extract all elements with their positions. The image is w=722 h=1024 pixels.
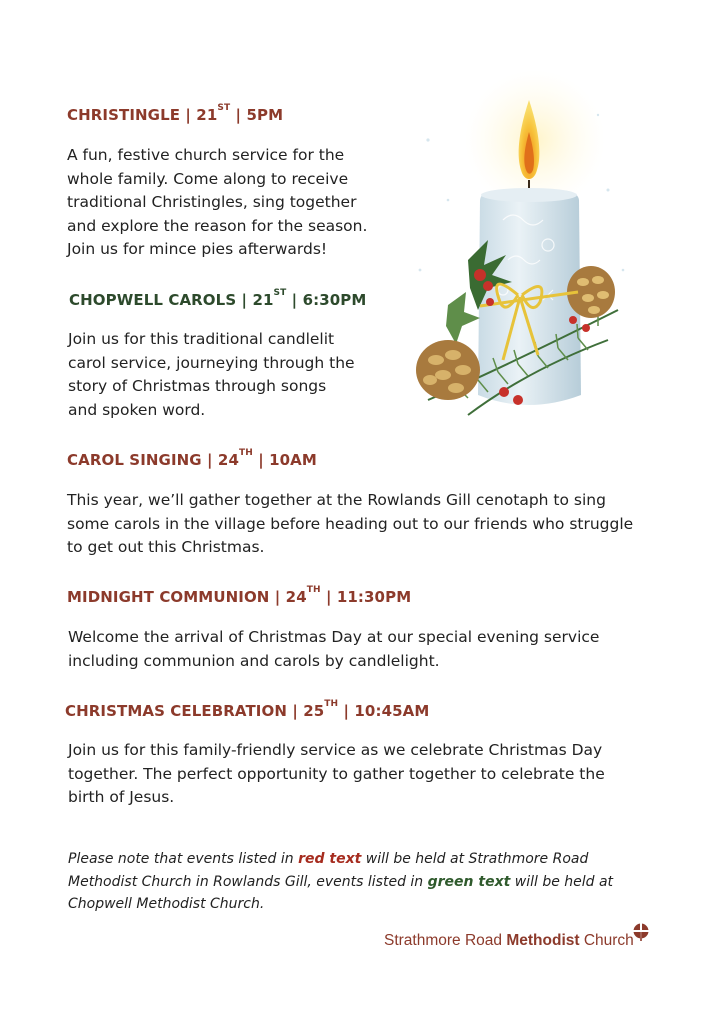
event-heading-carol-singing: CAROL SINGING | 24TH | 10AM <box>67 448 317 469</box>
methodist-cross-icon <box>632 922 650 942</box>
event-heading-chopwell-carols: CHOPWELL CAROLS | 21ST | 6:30PM <box>69 288 367 309</box>
event-heading-christmas-celebration: CHRISTMAS CELEBRATION | 25TH | 10:45AM <box>65 699 430 720</box>
red-text-label: red text <box>298 851 362 867</box>
event-description-christingle: A fun, festive church service for the whole family. Come along to receive traditional Christingles, sing together and explore the reason for the season. Join us for mince pies afterwards! <box>67 146 368 258</box>
event-description-christmas-celebration: Join us for this family-friendly service as we celebrate Christmas Day together. The perfect opportunity to gather together to celebrate the birth of Jesus. <box>68 741 605 806</box>
event-description-chopwell-carols: Join us for this traditional candlelit carol service, journeying through the story of Christmas through songs and spoken word. <box>68 330 355 419</box>
venue-note: Please note that events listed in red text will be held at Strathmore Road Methodist Church in Rowlands Gill, events listed in green text will be held at Chopwell Methodist Church. <box>68 851 614 912</box>
event-heading-midnight-communion: MIDNIGHT COMMUNION | 24TH | 11:30PM <box>67 585 412 606</box>
event-heading-christingle: CHRISTINGLE | 21ST | 5PM <box>67 103 284 124</box>
green-text-label: green text <box>427 873 511 890</box>
event-description-carol-singing: This year, we’ll gather together at the Rowlands Gill cenotaph to sing some carols in the village before heading out to our friends who struggle to get out this Christmas. <box>67 491 634 556</box>
candle-illustration <box>408 70 638 430</box>
church-name-footer: Strathmore Road Methodist Church <box>384 932 634 949</box>
event-description-midnight-communion: Welcome the arrival of Christmas Day at our special evening service including communion and carols by candlelight. <box>68 628 600 670</box>
